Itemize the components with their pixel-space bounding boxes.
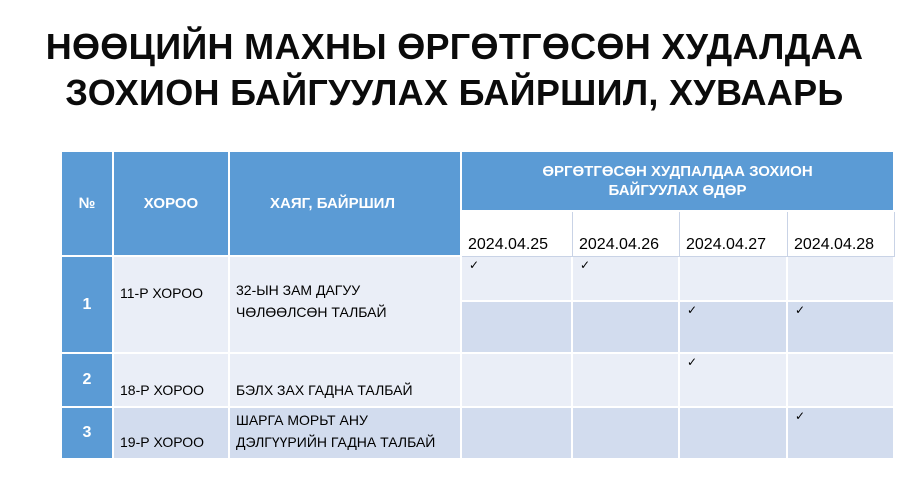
page-title — [0, 24, 909, 116]
row-3-address — [230, 408, 462, 460]
row-2-empty-d1 — [462, 354, 573, 408]
row-2-empty-d2 — [573, 354, 680, 408]
row-1-empty-d3 — [680, 257, 788, 302]
row-1-number: 1 — [62, 257, 114, 354]
row-2-number: 2 — [62, 354, 114, 408]
row-3-address-line-2: ДЭЛГҮҮРИЙН ГАДНА ТАЛБАЙ — [236, 434, 436, 450]
row-1-address — [230, 257, 462, 354]
schedule-table — [62, 152, 895, 460]
row-3-number: 3 — [62, 408, 114, 460]
row-1b-check-d4: ✓ — [788, 302, 895, 354]
row-1b-empty-d2 — [573, 302, 680, 354]
title-line-1: НӨӨЦИЙН МАХНЫ ӨРГӨТГӨСӨН ХУДАЛДАА — [45, 26, 864, 67]
row-1-address-line-1: 32-ЫН ЗАМ ДАГУУ — [236, 282, 361, 298]
header-days: ӨРГӨТГӨСӨН ХУДПАЛДАА ЗОХИОН БАЙГУУЛАХ ӨДӨР — [462, 152, 895, 212]
header-number: № — [62, 152, 114, 257]
row-1-address-line-2: ЧӨЛӨӨЛСӨН ТАЛБАЙ — [236, 304, 387, 320]
row-2-empty-d4 — [788, 354, 895, 408]
row-3-empty-d2 — [573, 408, 680, 460]
row-3-empty-d1 — [462, 408, 573, 460]
row-2-address: БЭЛХ ЗАХ ГАДНА ТАЛБАЙ — [230, 354, 462, 408]
header-address: ХАЯГ, БАЙРШИЛ — [230, 152, 462, 257]
row-3-empty-d3 — [680, 408, 788, 460]
row-2-khoroo: 18-Р ХОРОО — [114, 354, 230, 408]
date-4: 2024.04.28 — [788, 212, 895, 257]
row-2-check-d3: ✓ — [680, 354, 788, 408]
row-1-empty-d4 — [788, 257, 895, 302]
row-1-check-d2: ✓ — [573, 257, 680, 302]
row-3-check-d4: ✓ — [788, 408, 895, 460]
date-3: 2024.04.27 — [680, 212, 788, 257]
row-1b-check-d3: ✓ — [680, 302, 788, 354]
title-line-2: ЗОХИОН БАЙГУУЛАХ БАЙРШИЛ, ХУВААРЬ — [65, 72, 844, 113]
row-3-address-line-1: ШАРГА МОРЬТ АНУ — [236, 412, 368, 428]
header-khoroo: ХОРОО — [114, 152, 230, 257]
row-1b-empty-d1 — [462, 302, 573, 354]
row-1-check-d1: ✓ — [462, 257, 573, 302]
row-3-khoroo: 19-Р ХОРОО — [114, 408, 230, 460]
date-2: 2024.04.26 — [573, 212, 680, 257]
row-1-khoroo: 11-Р ХОРОО — [114, 257, 230, 354]
date-1: 2024.04.25 — [462, 212, 573, 257]
